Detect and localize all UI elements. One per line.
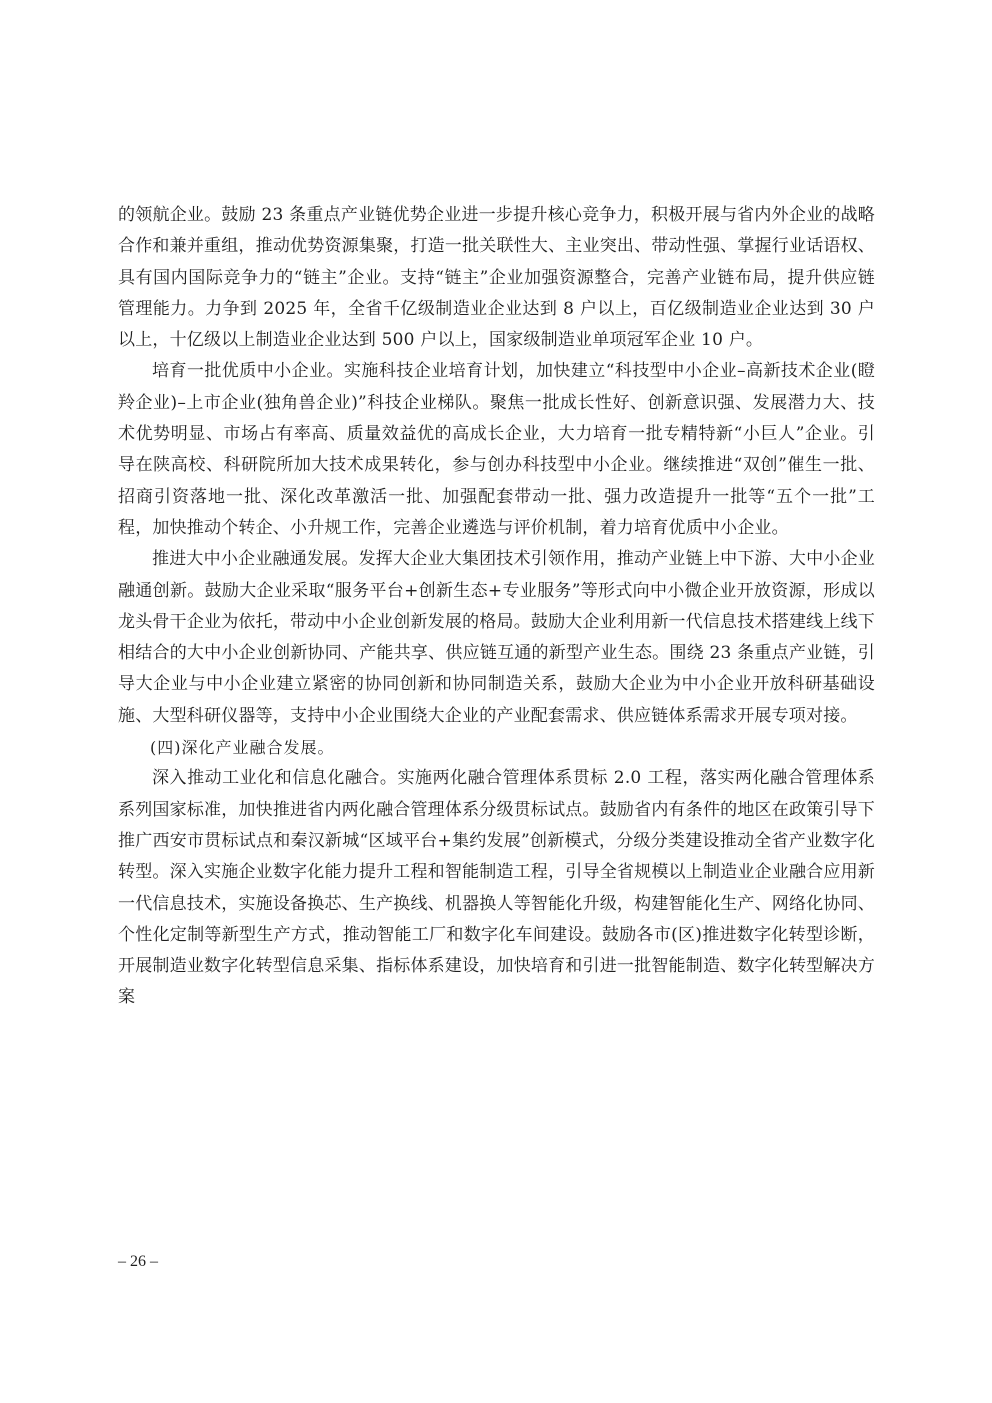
paragraph-quality-sme: 培育一批优质中小企业。实施科技企业培育计划，加快建立“科技型中小企业–高新技术企业(瞪羚企业)–上市企业(独角兽企业)”科技企业梯队。聚焦一批成长性好、创新意识强、发展潜力大、技术优势明显、市场占有率高、质量效益优的高成长企业，大力培育一批专精特新“小巨人”企业。引导在陕高校、科研院所加大技术成果转化，参与创办科技型中小企业。继续推进“双创”催生一批、招商引资落地一批、深化改革激活一批、加强配套带动一批、强力改造提升一批等“五个一批”工程，加快推动个转企、小升规工作，完善企业遴选与评价机制，着力培育优质中小企业。	[118, 361, 875, 538]
paragraph-integrated-development: 推进大中小企业融通发展。发挥大企业大集团技术引领作用，推动产业链上中下游、大中小企业融通创新。鼓励大企业采取“服务平台+创新生态+专业服务”等形式向中小微企业开放资源，形成以龙头骨干企业为依托，带动中小企业创新发展的格局。鼓励大企业利用新一代信息技术搭建线上线下相结合的大中小企业创新协同、产能共享、供应链互通的新型产业生态。围绕 23 条重点产业链，引导大企业与中小企业建立紧密的协同创新和协同制造关系，鼓励大企业为中小企业开放科研基础设施、大型科研仪器等，支持中小企业围绕大企业的产业配套需求、供应链体系需求开展专项对接。	[118, 549, 875, 726]
paragraph-leading-enterprises: 的领航企业。鼓励 23 条重点产业链优势企业进一步提升核心竞争力，积极开展与省内外企业的战略合作和兼并重组，推动优势资源集聚，打造一批关联性大、主业突出、带动性强、掌握行业话语权、具有国内国际竞争力的“链主”企业。支持“链主”企业加强资源整合，完善产业链布局，提升供应链管理能力。力争到 2025 年，全省千亿级制造业企业达到 8 户以上，百亿级制造业企业达到 30 户以上，十亿级以上制造业企业达到 500 户以上，国家级制造业单项冠军企业 10 户。	[118, 205, 875, 351]
page-number: – 26 –	[118, 1253, 158, 1270]
document-body	[118, 200, 875, 1014]
section-heading: (四)深化产业融合发展。	[150, 738, 335, 758]
paragraph-industrialization-informatization: 深入推动工业化和信息化融合。实施两化融合管理体系贯标 2.0 工程，落实两化融合管理体系系列国家标准，加快推进省内两化融合管理体系分级贯标试点。鼓励省内有条件的地区在政策引导下推广西安市贯标试点和秦汉新城“区域平台+集约发展”创新模式，分级分类建设推动全省产业数字化转型。深入实施企业数字化能力提升工程和智能制造工程，引导全省规模以上制造业企业融合应用新一代信息技术，实施设备换芯、生产换线、机器换人等智能化升级，构建智能化生产、网络化协同、个性化定制等新型生产方式，推动智能工厂和数字化车间建设。鼓励各市(区)推进数字化转型诊断，开展制造业数字化转型信息采集、指标体系建设，加快培育和引进一批智能制造、数字化转型解决方案	[118, 768, 875, 1008]
